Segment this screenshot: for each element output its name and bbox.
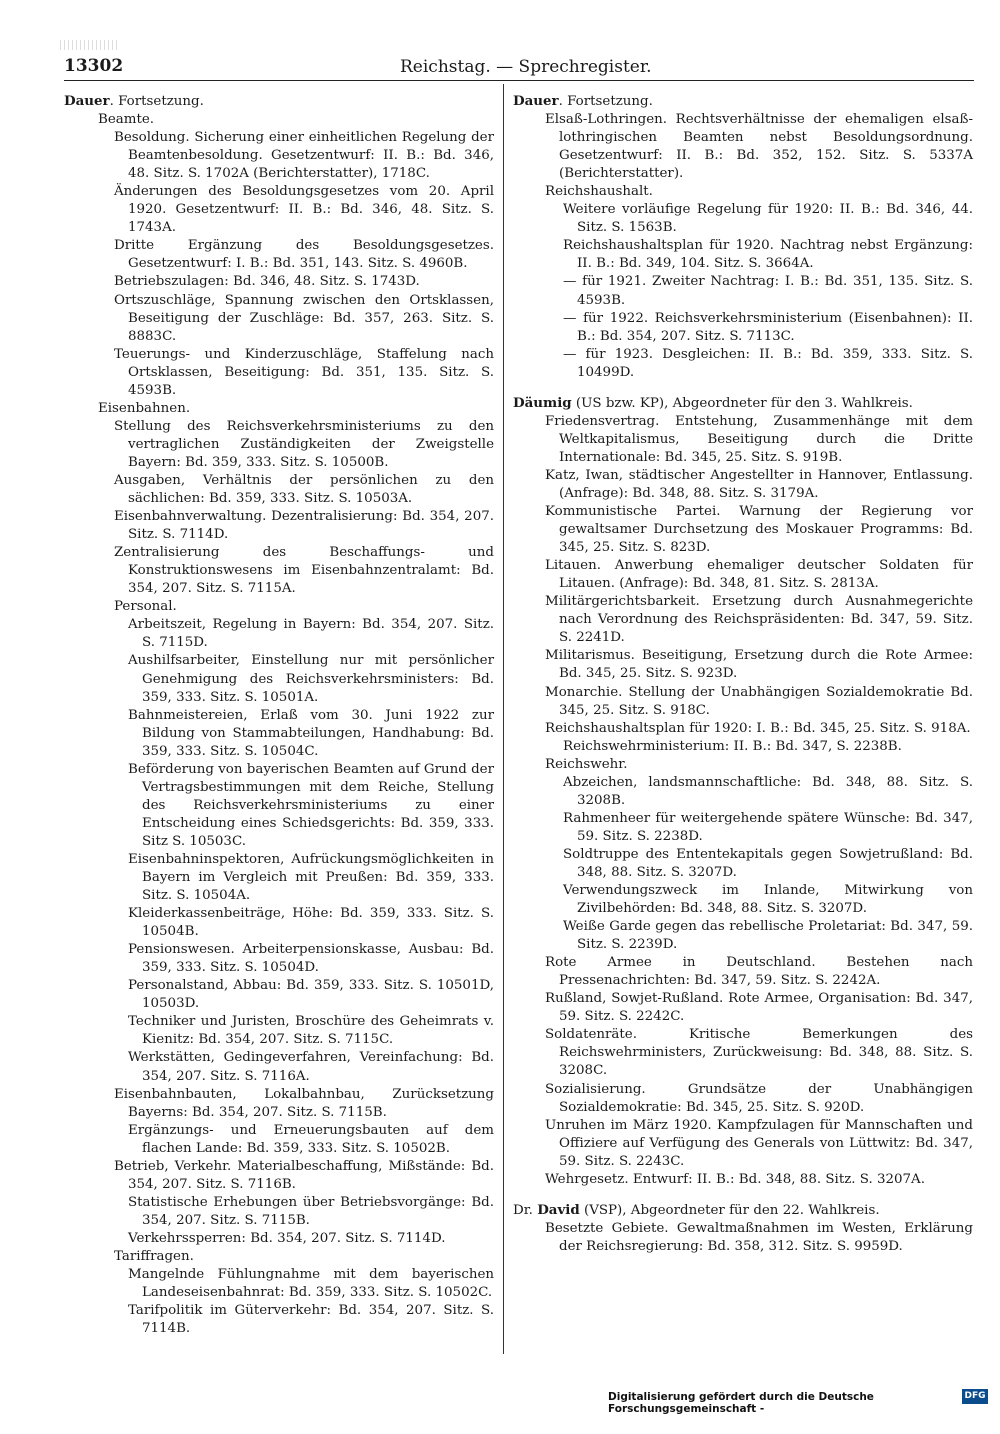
register-entry: Besetzte Gebiete. Gewaltmaßnahmen im Westen, Erklärung der Reichsregierung: Bd. 358, 312. Sitz. S. 9959D.: [545, 1220, 973, 1254]
register-entry: Ergänzungs- und Erneuerungsbauten auf dem flachen Lande: Bd. 359, 333. Sitz. S. 10502B.: [128, 1122, 494, 1156]
register-entry: Kommunistische Partei. Warnung der Regierung vor gewaltsamer Durchsetzung des Moskauer Programms: Bd. 345, 25. Sitz. S. 823D.: [545, 504, 973, 556]
header-rule: [64, 80, 974, 81]
register-entry: Teuerungs- und Kinderzuschläge, Staffelung nach Ortsklassen, Beseitigung: Bd. 351, 135. Sitz. S. 4593B.: [114, 346, 494, 398]
dfg-logo: DFG: [962, 1389, 988, 1404]
register-entry: Verkehrssperren: Bd. 354, 207. Sitz. S. 7114D.: [128, 1230, 446, 1246]
register-entry: Elsaß-Lothringen. Rechtsverhältnisse der ehemaligen elsaß-lothringischen Beamten nebst Besoldungsordnung. Gesetzentwurf: II. B.: Bd. 352, 152. Sitz. S. 5337A (Berichterstatter).: [545, 112, 973, 182]
register-entry: Ausgaben, Verhältnis der persönlichen zu den sächlichen: Bd. 359, 333. Sitz. S. 10503A.: [114, 472, 494, 507]
column-divider: [503, 84, 504, 1354]
register-entry: — für 1921. Zweiter Nachtrag: I. B.: Bd. 351, 135. Sitz. S. 4593B.: [563, 274, 973, 308]
register-entry: Eisenbahnverwaltung. Dezentralisierung: Bd. 354, 207. Sitz. S. 7114D.: [114, 509, 494, 543]
register-entry: Reichshaushalt.: [545, 184, 653, 200]
register-entry: Reichswehrministerium: II. B.: Bd. 347, S. 2238B.: [563, 738, 902, 754]
register-entry: Verwendungszweck im Inlande, Mitwirkung von Zivilbehörden: Bd. 348, 88. Sitz. S. 3207D.: [563, 883, 973, 917]
register-entry: Soldatenräte. Kritische Bemerkungen des Reichswehrministers, Zurückweisung: Bd. 348, 88. Sitz. S. 3208C.: [545, 1027, 973, 1079]
register-entry: Reichshaushaltsplan für 1920: I. B.: Bd. 345, 25. Sitz. S. 918A.: [545, 720, 971, 736]
register-entry: Soldtruppe des Ententekapitals gegen Sowjetrußland: Bd. 348, 88. Sitz. S. 3207D.: [563, 846, 973, 880]
register-entry: Dritte Ergänzung des Besoldungsgesetzes. Gesetzentwurf: I. B.: Bd. 351, 143. Sitz. S. 4960B.: [114, 238, 494, 272]
register-entry: Zentralisierung des Beschaffungs- und Konstruktionswesens im Eisenbahnzentralamt: Bd. 354, 207. Sitz. S. 7115A.: [114, 545, 494, 597]
register-entry: Rahmenheer für weitergehende spätere Wünsche: Bd. 347, 59. Sitz. S. 2238D.: [563, 810, 973, 844]
register-entry: Friedensvertrag. Entstehung, Zusammenhänge mit dem Weltkapitalismus, Beseitigung durch die Dritte Internationale: Bd. 345, 25. Sitz. S. 919B.: [545, 413, 973, 465]
scan-noise: [60, 40, 120, 50]
register-entry: Statistische Erhebungen über Betriebsvorgänge: Bd. 354, 207. Sitz. S. 7115B.: [128, 1194, 494, 1228]
register-entry: Wehrgesetz. Entwurf: II. B.: Bd. 348, 88. Sitz. S. 3207A.: [545, 1171, 925, 1187]
register-entry: Militarismus. Beseitigung, Ersetzung durch die Rote Armee: Bd. 345, 25. Sitz. S. 923D.: [545, 648, 973, 682]
register-entry: Aushilfsarbeiter, Einstellung nur mit persönlicher Genehmigung des Reichsverkehrsministers: Bd. 359, 333. Sitz. S. 10501A.: [128, 653, 494, 705]
register-entry: Tariffragen.: [114, 1249, 194, 1264]
entry-spacer: [513, 1189, 973, 1201]
register-entry: Weitere vorläufige Regelung für 1920: II. B.: Bd. 346, 44. Sitz. S. 1563B.: [563, 202, 973, 236]
page-number: 13302: [64, 56, 124, 76]
register-entry: Abzeichen, landsmannschaftliche: Bd. 348, 88. Sitz. S. 3208B.: [563, 774, 973, 808]
register-heading: Dauer. Fortsetzung.: [64, 93, 204, 109]
register-heading: Dauer. Fortsetzung.: [513, 93, 653, 109]
register-entry: Betriebszulagen: Bd. 346, 48. Sitz. S. 1743D.: [114, 274, 420, 290]
register-entry: Litauen. Anwerbung ehemaliger deutscher Soldaten für Litauen. (Anfrage): Bd. 348, 81. Sitz. S. 2813A.: [545, 558, 973, 592]
digitization-credit: Digitalisierung gefördert durch die Deutsche Forschungsgemeinschaft -: [608, 1391, 874, 1415]
register-entry: Unruhen im März 1920. Kampfzulagen für Mannschaften und Offiziere auf Verfügung des Generals von Lüttwitz: Bd. 347, 59. Sitz. S. 2243C.: [545, 1117, 973, 1169]
register-entry: Eisenbahninspektoren, Aufrückungsmöglichkeiten in Bayern im Vergleich mit Preußen: Bd. 359, 333. Sitz. S. 10504A.: [128, 851, 494, 904]
register-entry: — für 1923. Desgleichen: II. B.: Bd. 359, 333. Sitz. S. 10499D.: [563, 346, 973, 380]
register-entry: Ortszuschläge, Spannung zwischen den Ortsklassen, Beseitigung der Zuschläge: Bd. 357, 263. Sitz. S. 8883C.: [114, 292, 494, 344]
speaker-name: David: [537, 1201, 580, 1218]
register-entry: Personal.: [114, 599, 177, 615]
register-heading: Däumig (US bzw. KP), Abgeordneter für den 3. Wahlkreis.: [513, 394, 913, 411]
register-entry: Pensionswesen. Arbeiterpensionskasse, Ausbau: Bd. 359, 333. Sitz. S. 10504D.: [128, 942, 494, 976]
register-entry: Eisenbahnbauten, Lokalbahnbau, Zurücksetzung Bayerns: Bd. 354, 207. Sitz. S. 7115B.: [114, 1086, 494, 1120]
register-entry: Reichswehr.: [545, 756, 628, 772]
register-entry: Rußland, Sowjet-Rußland. Rote Armee, Organisation: Bd. 347, 59. Sitz. S. 2242C.: [545, 991, 973, 1025]
register-entry: Werkstätten, Gedingeverfahren, Vereinfachung: Bd. 354, 207. Sitz. S. 7116A.: [128, 1050, 494, 1084]
register-entry: — für 1922. Reichsverkehrsministerium (Eisenbahnen): II. B.: Bd. 354, 207. Sitz. S. 7113C.: [563, 310, 973, 344]
register-entry: Personalstand, Abbau: Bd. 359, 333. Sitz. S. 10501D, 10503D.: [128, 978, 494, 1012]
register-entry: Tarifpolitik im Güterverkehr: Bd. 354, 207. Sitz. S. 7114B.: [128, 1303, 494, 1337]
register-entry: Techniker und Juristen, Broschüre des Geheimrats v. Kienitz: Bd. 354, 207. Sitz. S. 7115C.: [128, 1014, 494, 1048]
register-entry: Militärgerichtsbarkeit. Ersetzung durch Ausnahmegerichte nach Verordnung des Reichspräsidenten: Bd. 347, 59. Sitz. S. 2241D.: [545, 594, 973, 646]
speaker-name: Dauer: [513, 93, 559, 109]
entry-spacer: [513, 382, 973, 394]
register-entry: Monarchie. Stellung der Unabhängigen Sozialdemokratie Bd. 345, 25. Sitz. S. 918C.: [545, 684, 973, 718]
register-entry: Arbeitszeit, Regelung in Bayern: Bd. 354, 207. Sitz. S. 7115D.: [128, 617, 494, 651]
speaker-name: Däumig: [513, 394, 572, 411]
register-entry: Reichshaushaltsplan für 1920. Nachtrag nebst Ergänzung: II. B.: Bd. 349, 104. Sitz. S. 3664A.: [563, 238, 973, 272]
register-entry: Mangelnde Fühlungnahme mit dem bayerischen Landeseisenbahnrat: Bd. 359, 333. Sitz. S. 10502C.: [128, 1267, 494, 1301]
register-heading: Dr. David (VSP), Abgeordneter für den 22. Wahlkreis.: [513, 1201, 880, 1218]
register-entry: Betrieb, Verkehr. Materialbeschaffung, Mißstände: Bd. 354, 207. Sitz. S. 7116B.: [114, 1158, 494, 1192]
register-entry: Kleiderkassenbeiträge, Höhe: Bd. 359, 333. Sitz. S. 10504B.: [128, 906, 494, 940]
register-entry: Eisenbahnen.: [98, 400, 191, 416]
running-title: Reichstag. — Sprechregister.: [400, 57, 652, 77]
right-column: [513, 92, 973, 1256]
register-entry: Besoldung. Sicherung einer einheitlichen Regelung der Beamtenbesoldung. Gesetzentwurf: II. B.: Bd. 346, 48. Sitz. S. 1702A (Berichterstatter), 1718C.: [114, 130, 494, 182]
register-entry: Katz, Iwan, städtischer Angestellter in Hannover, Entlassung. (Anfrage): Bd. 348, 88. Sitz. S. 3179A.: [545, 467, 973, 501]
register-entry: Bahnmeistereien, Erlaß vom 30. Juni 1922 zur Bildung von Stammabteilungen, Handhabung: Bd. 359, 333. Sitz. S. 10504C.: [128, 707, 494, 759]
register-entry: Rote Armee in Deutschland. Bestehen nach Pressenachrichten: Bd. 347, 59. Sitz. S. 2242A.: [545, 955, 973, 989]
register-entry: Beförderung von bayerischen Beamten auf Grund der Vertragsbestimmungen mit dem Reiche, Stellung des Reichsverkehrsministeriums zu einer Entscheidung eines Schiedsgerichts: Bd. 359, 333. Sitz S. 10503C.: [128, 761, 494, 849]
speaker-name: Dauer: [64, 93, 110, 109]
register-entry: Weiße Garde gegen das rebellische Proletariat: Bd. 347, 59. Sitz. S. 2239D.: [563, 919, 973, 953]
register-entry: Änderungen des Besoldungsgesetzes vom 20. April 1920. Gesetzentwurf: II. B.: Bd. 346, 48. Sitz. S. 1743A.: [114, 184, 494, 236]
register-entry: Beamte.: [98, 112, 155, 128]
register-entry: Sozialisierung. Grundsätze der Unabhängigen Sozialdemokratie: Bd. 345, 25. Sitz. S. 920D.: [545, 1081, 973, 1115]
left-column: [64, 92, 494, 1338]
register-entry: Stellung des Reichsverkehrsministeriums zu den vertraglichen Zuständigkeiten der Zweigstelle Bayern: Bd. 359, 333. Sitz. S. 10500B.: [114, 418, 494, 470]
